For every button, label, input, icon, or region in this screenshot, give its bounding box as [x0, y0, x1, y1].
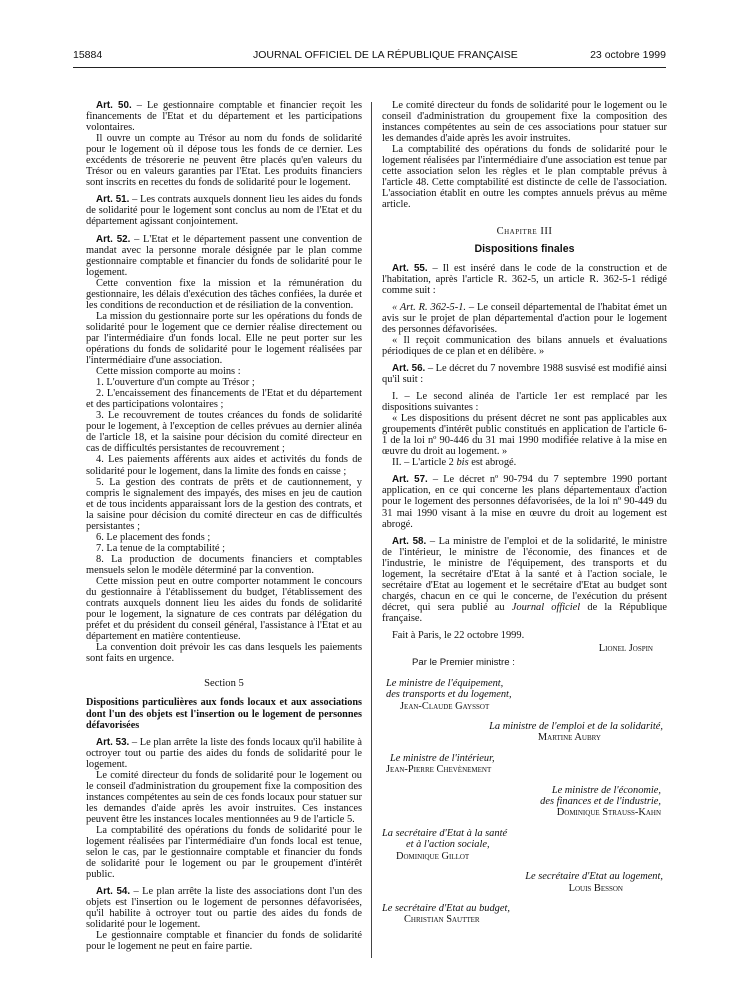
quoted-article	[382, 302, 667, 335]
signature-name: Jean-Claude Gayssot	[400, 700, 490, 712]
paragraph: Cette convention fixe la mission et la rémunération du gestionnaire, les délais d'exécution des tâches confiées, la durée et les conditions de reconduction et de résiliation de la convention.	[86, 277, 362, 311]
article-53	[86, 737, 362, 770]
column-divider	[371, 102, 372, 958]
list-item: 6. Le placement des fonds ;	[96, 531, 211, 543]
article-text: – Il est inséré dans le code de la construction et de l'habitation, après l'article R. 362-5, un article R. 362-5-1 rédigé comme suit :	[382, 262, 668, 296]
emphasis: Journal officiel	[511, 601, 581, 613]
article-label: Art. 52.	[96, 233, 131, 245]
list-item: 5. La gestion des contrats de prêts et de cautionnement, y compris le signalement des impayés, des mises en jeu de caution et de tous incidents apparaissant lors de la gestion des contrats, et la saisine pour décision du comité directeur en cas de difficultés persistantes ;	[86, 476, 362, 532]
paragraph: Il ouvre un compte au Trésor au nom du fonds de solidarité pour le logement où il dépose tous les fonds de ce dernier. Les excédents de trésorerie ne peuvent être placés qu'en valeurs du Trésor ou en valeurs garanties par l'Etat. Les produits financiers sont inscrits en recettes du fonds de solidarité pour le logement.	[86, 133, 362, 189]
article-text: – Les contrats auxquels donnent lieu les aides du fonds de solidarité pour le logement sont conclus au nom de l'Etat et du département agissant conjointement.	[86, 194, 362, 228]
text-run: II. – L'article 2	[392, 457, 457, 469]
article-reference: « Art. R. 362-5-1.	[392, 301, 466, 313]
article-label: Art. 57.	[392, 474, 428, 486]
paragraph: Le comité directeur du fonds de solidarité pour le logement ou le conseil d'administration du groupement fixe la composition des instances compétentes au sein de ces associations pour statuer sur les demandes d'aide après les avoir instruites.	[382, 100, 667, 145]
signature-block	[382, 903, 667, 926]
mission-list	[86, 377, 362, 576]
article-label: Art. 53.	[96, 736, 130, 748]
list-item: 4. Les paiements afférents aux aides et activités du fonds de solidarité pour le logement, dans la limite des fonds en caisse ;	[86, 454, 362, 477]
signature-name: Martine Aubry	[537, 732, 601, 744]
signature-block	[382, 721, 667, 744]
quoted-paragraph: « Les dispositions du présent décret ne sont pas applicables aux groupements d'intérêt public constitués en application de l'article 6-1 de la loi nº 90-446 du 31 mai 1990 modifiée relative à la mise en œuvre du droit au logement. »	[382, 413, 667, 458]
article-label: Art. 50.	[96, 100, 132, 111]
signature-title: Le secrétaire d'Etat au logement,	[525, 871, 663, 883]
paragraph: La convention doit prévoir les cas dans lesquels les paiements sont faits en urgence.	[86, 642, 362, 665]
signature-name: Christian Sautter	[404, 914, 480, 926]
signature-name: Dominique Strauss-Kahn	[556, 807, 661, 819]
chapter-heading: Chapitre III	[496, 226, 553, 238]
article-label: Art. 51.	[96, 194, 130, 206]
article-58	[382, 536, 667, 624]
signatures	[382, 643, 667, 926]
article-54	[86, 886, 362, 930]
article-label: Art. 55.	[392, 262, 428, 274]
signature-block	[382, 678, 667, 712]
article-56	[382, 363, 667, 385]
list-item: 3. Le recouvrement de toutes créances du fonds de solidarité pour le logement, à l'exception de celles prévues au dernier alinéa de l'article 18, et la saisine pour décision du comité directeur en cas de difficultés persistantes de recouvrement ;	[86, 410, 362, 455]
list-item: 2. L'encaissement des financements de l'Etat et du département et des participations volontaires ;	[86, 388, 362, 411]
right-column	[382, 100, 667, 926]
article-label: Art. 54.	[96, 886, 131, 898]
signature-title: Le ministre de l'économie,	[551, 784, 661, 796]
page-header	[73, 49, 666, 69]
signature-title: La ministre de l'emploi et de la solidarité,	[489, 721, 663, 733]
signature-title: La secrétaire d'Etat à la santé	[382, 827, 508, 839]
list-item: 7. La tenue de la comptabilité ;	[96, 542, 225, 554]
paragraph: Le comité directeur du fonds de solidarité pour le logement ou le conseil d'administration du groupement fixe la composition des instances compétentes au sein de ces fonds locaux pour statuer sur les demandes d'aide après les avoir instruites. Ces instances peuvent être les instances locales mentionnées au 9 de l'article 5.	[86, 769, 362, 825]
section-title: Dispositions particulières aux fonds locaux et aux associations dont l'un des objets est l'insertion ou le logement de personnes défavorisées	[86, 697, 362, 732]
article-50	[86, 100, 362, 133]
signature-block	[382, 753, 667, 776]
signature-title: Le secrétaire d'Etat au budget,	[382, 902, 510, 914]
signature-title: Le ministre de l'intérieur,	[390, 752, 495, 764]
section-heading: Section 5	[204, 678, 244, 690]
paragraph: La comptabilité des opérations du fonds de solidarité pour le logement réalisées par l'intermédiaire d'une association est tenue par cette association selon les règles et le plan comptable prévus à l'article 48. Cette comptabilité est distincte de celle de l'association. L'association établit en outre les comptes annuels prévus au même article.	[382, 144, 667, 211]
article-text: – Le décret du 7 novembre 1988 susvisé est modifié ainsi qu'il suit :	[382, 362, 667, 385]
paragraph: I. – Le second alinéa de l'article 1er est remplacé par les dispositions suivantes :	[382, 391, 667, 414]
signature-title: des finances et de l'industrie,	[540, 796, 661, 808]
paragraph: La mission du gestionnaire porte sur les opérations du fonds de solidarité pour le logement que ce dernier réalise directement ou par l'intermédiaire d'un fonds local. Elle ne peut porter sur les opérations du fonds de solidarité pour le logement réalisées par l'intermédiaire d'une association.	[86, 310, 362, 367]
paragraph: Le gestionnaire comptable et financier du fonds de solidarité pour le logement ne peut en faire partie.	[86, 930, 362, 953]
signature-name: Jean-Pierre Chevènement	[386, 764, 492, 776]
paragraph: La comptabilité des opérations du fonds de solidarité pour le logement réalisées par l'intermédiaire d'un fonds local est tenue, selon le cas, par le gestionnaire comptable et financier du fonds de solidarité pour le logement ou par le groupement d'intérêt public.	[86, 824, 362, 881]
article-55	[382, 263, 667, 296]
article-52	[86, 234, 362, 278]
by-pm-line: Par le Premier ministre :	[412, 657, 515, 669]
pm-signature: Lionel Jospin	[598, 643, 653, 655]
journal-title: JOURNAL OFFICIEL DE LA RÉPUBLIQUE FRANÇAISE	[253, 49, 518, 61]
list-item: 1. L'ouverture d'un compte au Trésor ;	[96, 377, 255, 389]
signature-block	[382, 828, 667, 862]
signature-block	[382, 871, 667, 894]
paragraph: Cette mission comporte au moins :	[96, 366, 241, 378]
emphasis: bis	[456, 457, 469, 469]
left-column	[86, 100, 362, 953]
paragraph	[382, 457, 667, 468]
article-text: – Le gestionnaire comptable et financier reçoit les financements de l'Etat et du département et les participations volontaires.	[86, 100, 363, 134]
quoted-text: – Le conseil départemental de l'habitat émet un avis sur le projet de plan départemental d'action pour le logement des personnes défavorisées.	[382, 301, 667, 335]
done-at: Fait à Paris, le 22 octobre 1999.	[392, 629, 525, 641]
signature-title: et à l'action sociale,	[406, 839, 490, 851]
signature-title: des transports et du logement,	[386, 689, 512, 701]
paragraph: Cette mission peut en outre comporter notamment le concours du gestionnaire à l'établissement du budget, l'établissement des contrats auxquels donnent lieu les aides du fonds de solidarité pour le logement, la signature de ces contrats par délégation du préfet et du président du conseil général, l'assistance à l'Etat et au département en matière contentieuse.	[86, 575, 362, 643]
list-item: 8. La production de documents financiers et comptables mensuels selon le modèle déterminé par la convention.	[86, 553, 362, 576]
signature-title: Le ministre de l'équipement,	[386, 677, 504, 689]
article-label: Art. 56.	[392, 362, 426, 374]
article-57	[382, 474, 667, 529]
article-text: – La ministre de l'emploi et de la solidarité, le ministre de l'intérieur, le ministre de l'économie, des finances et de l'industrie, le ministre de l'équipement, des transports et du logement, la secrétaire d'Etat à la santé et à l'action sociale, le secrétaire d'Etat au logement et le secrétaire d'Etat au budget sont chargés, chacun en ce qui le concerne, de l'exécution du présent décret, qui sera publié au	[382, 535, 668, 613]
signature-name: Dominique Gillot	[396, 850, 470, 862]
issue-date: 23 octobre 1999	[590, 49, 666, 61]
article-51	[86, 194, 362, 227]
text-run: de la République française.	[382, 601, 667, 624]
signature-name: Louis Besson	[568, 882, 623, 894]
text-run: est abrogé.	[468, 457, 517, 469]
chapter-title: Dispositions finales	[474, 242, 575, 255]
article-text: – Le plan arrête la liste des associations dont l'un des objets est l'insertion ou le logement de personnes défavorisées, qu'il habilite à octroyer tout ou partie des aides du fonds de solidarité pour le logement.	[86, 886, 362, 931]
article-text: – Le plan arrête la liste des fonds locaux qu'il habilite à octroyer tout ou partie des aides du fonds de solidarité pour le logement.	[86, 736, 362, 770]
page-number: 15884	[73, 49, 103, 61]
article-text: – Le décret nº 90-794 du 7 septembre 1990 portant application, en ce qui concerne les plans départementaux d'action pour le logement des personnes défavorisées, de la loi nº 90-449 du 31 mai 1990 visant à la mise en œuvre du droit au logement est abrogé.	[382, 474, 667, 530]
article-text: – L'Etat et le département passent une convention de mandat avec la personne morale désignée par le plan comme gestionnaire comptable et financier du fonds de solidarité pour le logement.	[86, 233, 362, 278]
quoted-paragraph: « Il reçoit communication des bilans annuels et évaluations périodiques de ce plan et en délibère. »	[382, 334, 667, 357]
signature-block	[382, 785, 667, 819]
article-label: Art. 58.	[392, 535, 427, 547]
header-rule	[73, 67, 666, 68]
